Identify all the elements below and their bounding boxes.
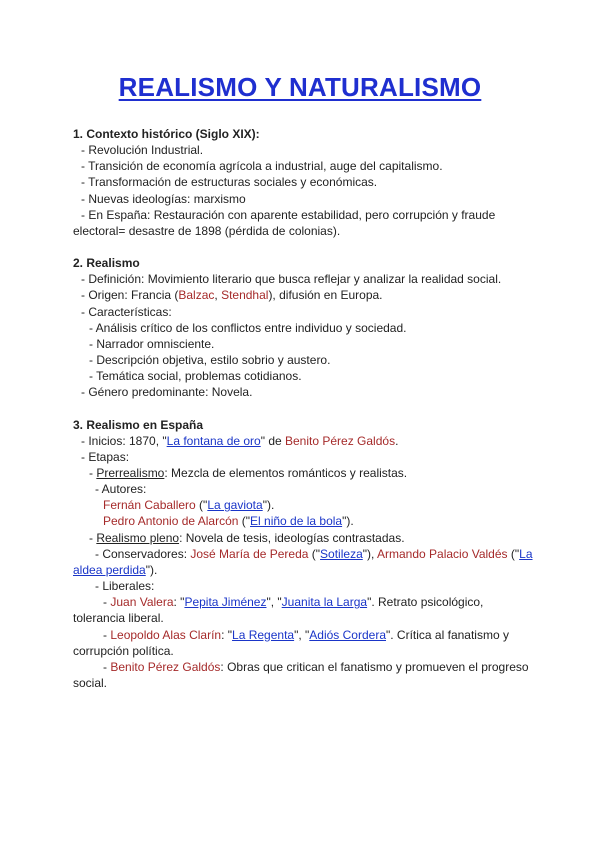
list-item: - Realismo pleno: Novela de tesis, ideologías contrastadas. [89,530,405,545]
list-item: - Revolución Industrial. [81,143,204,158]
author-name: Stendhal [221,288,269,303]
author-name: Pedro Antonio de Alarcón [103,514,239,529]
list-item: - Género predominante: Novela. [81,385,253,400]
work-link[interactable]: Adiós Cordera [309,627,386,642]
stage-name: Realismo pleno [96,530,180,545]
list-item: - Leopoldo Alas Clarín: "La Regenta", "Adiós Cordera". Crítica al fanatismo y corrupción política. [73,627,509,658]
list-item: - Inicios: 1870, "La fontana de oro" de Benito Pérez Galdós. [81,433,399,448]
list-item: - Conservadores: José María de Pereda ("Sotileza"), Armando Palacio Valdés ("La aldea perdida"). [73,546,533,577]
work-link[interactable]: Sotileza [320,546,363,561]
document-title: REALISMO Y NATURALISMO [118,72,482,102]
work-link[interactable]: La aldea perdida [73,546,533,577]
list-item: - Origen: Francia (Balzac, Stendhal), difusión en Europa. [81,288,383,303]
work-link[interactable]: El niño de la bola [250,514,343,529]
work-link[interactable]: La fontana de oro [166,433,261,448]
work-link[interactable]: Juanita la Larga [281,595,368,610]
work-link[interactable]: La Regenta [232,627,295,642]
section-2-heading: 2. Realismo [73,256,140,271]
list-item: - Temática social, problemas cotidianos. [89,369,302,384]
list-item: Fernán Caballero ("La gaviota"). [103,498,275,513]
author-name: Fernán Caballero [103,498,196,513]
work-link[interactable]: Pepita Jiménez [184,595,267,610]
list-item: - Nuevas ideologías: marxismo [81,191,246,206]
author-name: Juan Valera [110,595,174,610]
work-link[interactable]: La gaviota [207,498,263,513]
author-name: Benito Pérez Galdós [110,659,221,674]
list-item: - Etapas: [81,449,130,464]
section-1-heading: 1. Contexto histórico (Siglo XIX): [73,127,260,141]
list-item: Pedro Antonio de Alarcón ("El niño de la bola"). [103,514,354,529]
section-3-heading: 3. Realismo en España [73,417,204,432]
list-item: - Juan Valera: "Pepita Jiménez", "Juanita la Larga". Retrato psicológico, tolerancia liberal. [73,595,484,626]
list-item: - Descripción objetiva, estilo sobrio y austero. [89,353,331,368]
author-name: Armando Palacio Valdés [377,546,508,561]
list-item: - Liberales: [95,579,155,594]
list-item: - Benito Pérez Galdós: Obras que critican el fanatismo y promueven el progreso social. [73,659,529,690]
author-name: José María de Pereda [190,546,309,561]
stage-name: Prerrealismo [96,465,165,480]
author-name: Benito Pérez Galdós [285,433,396,448]
list-item: - En España: Restauración con aparente estabilidad, pero corrupción y fraude electoral= desastre de 1898 (pérdida de colonias). [73,207,496,238]
list-item: - Análisis crítico de los conflictos entre individuo y sociedad. [89,320,407,335]
list-item: - Narrador omnisciente. [89,336,215,351]
document-body [73,126,533,691]
author-name: Leopoldo Alas Clarín [110,627,222,642]
list-item: - Definición: Movimiento literario que busca reflejar y analizar la realidad social. [81,272,502,287]
author-name: Balzac [178,288,215,303]
list-item: - Características: [81,304,172,319]
list-item: - Transformación de estructuras sociales y económicas. [81,175,378,190]
list-item: - Autores: [95,482,147,497]
list-item: - Transición de economía agrícola a industrial, auge del capitalismo. [81,159,443,174]
list-item: - Prerrealismo: Mezcla de elementos románticos y realistas. [89,465,408,480]
